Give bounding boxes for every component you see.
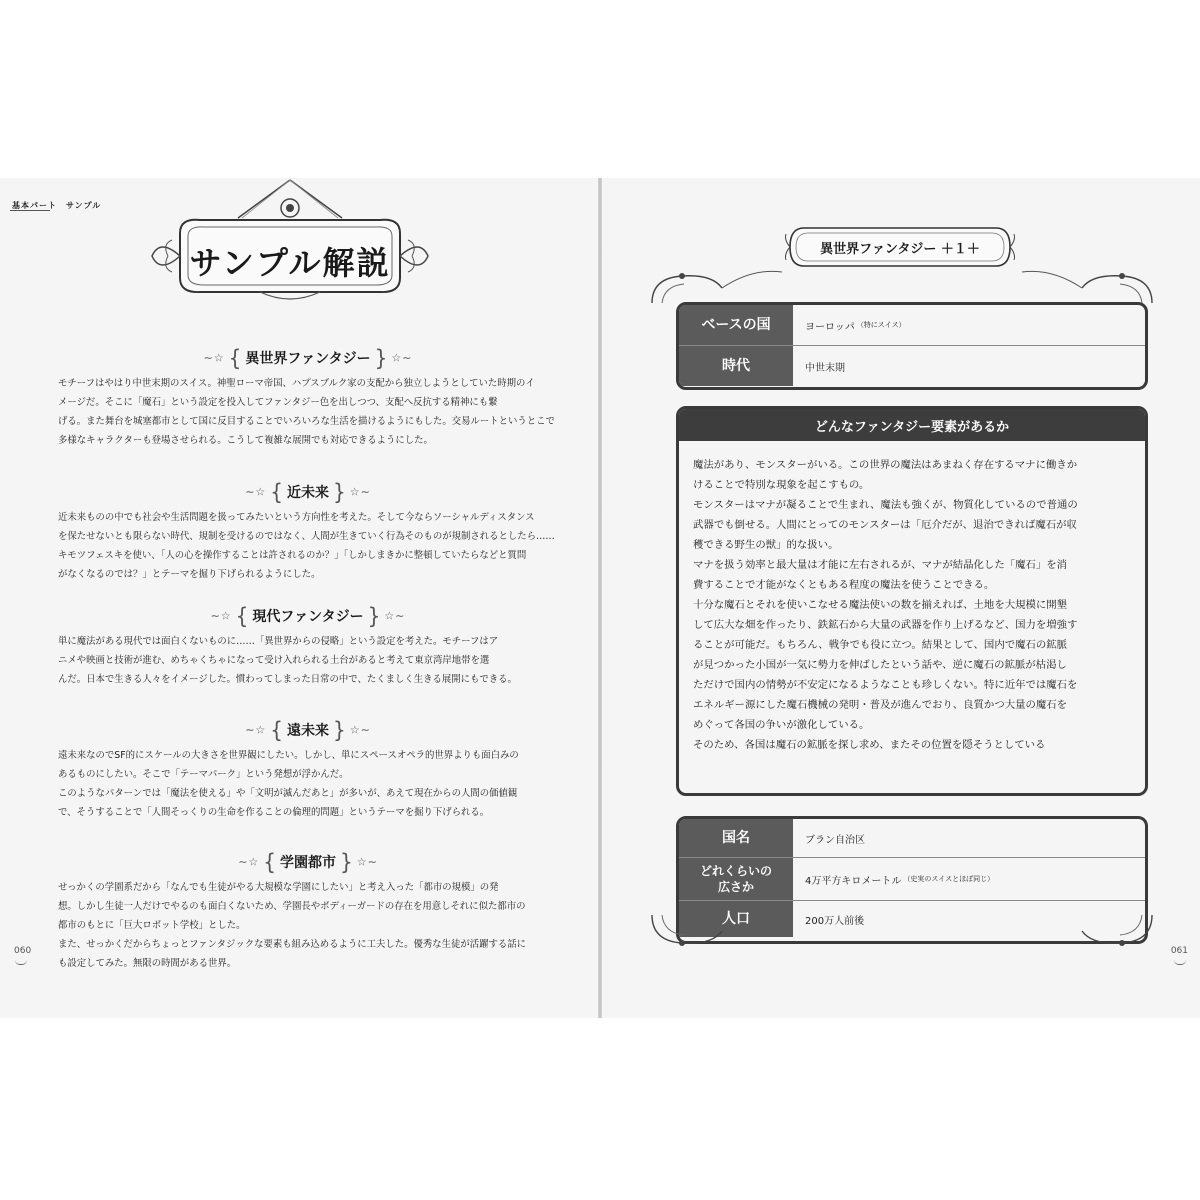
body-line: 単に魔法がある現代では面白くないものに……「異世界からの侵略」という設定を考えた。モチーフはア <box>58 636 499 647</box>
body-line: んだ。日本で生きる人々をイメージした。慣わってしまった日常の中で、たくましく生きる展開にもできる。 <box>58 674 517 685</box>
ornament-right: ☆∼ <box>391 351 413 365</box>
section-body <box>58 508 558 584</box>
body-line: また、せっかくだからちょっとファンタジックな要素も組み込めるように工夫した。優秀な生徒が活躍する話に <box>58 939 527 950</box>
section-heading <box>58 346 558 370</box>
body-line: このようなパターンでは「魔法を使える」や「文明が滅んだあと」が多いが、あえて現在からの人間の価値観 <box>58 788 518 799</box>
body-line: ニメや映画と技術が進む、めちゃくちゃになって受け入れられる土台があると考えて東京湾岸地帯を選 <box>58 655 490 666</box>
book-spread <box>0 178 1200 1018</box>
population-value: 200万人前後 <box>805 915 865 927</box>
body-line: ただけで国内の情勢が不安定になるようなことも珍しくない。特に近年では魔石を <box>693 679 1078 691</box>
section-body <box>58 878 558 973</box>
value-note: （史実のスイスとほぼ同じ） <box>903 875 995 883</box>
section-heading <box>58 718 558 742</box>
body-line: せっかくの学園系だから「なんでも生徒がやる大規模な学園にしたい」と考え入った「都市の規模」の発 <box>58 882 499 893</box>
page-number: 060 <box>14 946 32 956</box>
value-note: （特にスイス） <box>856 321 906 329</box>
base-country-label: ベースの国 <box>679 305 793 345</box>
body-line: して広大な畑を作ったり、鉄鉱石から大量の武器を作り上げるなど、国力を増強す <box>693 619 1078 631</box>
page-title: サンプル解説 <box>189 244 391 282</box>
era-label: 時代 <box>679 346 793 386</box>
ornament-right: ☆∼ <box>384 609 406 623</box>
body-line: 武器でも倒せる。人間にとってのモンスターは「厄介だが、退治できれば魔石が収 <box>693 519 1077 531</box>
bracket-right-icon: } <box>367 602 381 630</box>
chapter-rule <box>10 210 50 211</box>
table-row <box>679 819 1145 858</box>
ornament-right: ☆∼ <box>349 723 371 737</box>
section-near-future <box>58 480 558 584</box>
section-heading <box>58 480 558 504</box>
body-line: あるものにしたい。そこで「テーマパーク」という発想が浮かんだ。 <box>58 769 349 780</box>
section-heading <box>58 850 558 874</box>
body-line: けることで特別な現象を起こすもの。 <box>693 479 870 491</box>
body-line: 魔法があり、モンスターがいる。この世界の魔法はあまねく存在するマナに働きか <box>693 459 1078 471</box>
table-row <box>679 346 1145 386</box>
body-line: モチーフはやはり中世末期のスイス。神聖ローマ帝国、ハプスブルク家の支配から独立しようとしていた時期のイ <box>58 378 535 389</box>
body-line: 想。しかし生徒一人だけでやるのも面白くないため、学園長やボディーガードの存在を用意しそれに似た都市の <box>58 901 526 912</box>
body-line: ることが可能だ。もちろん、戦争でも役に立つ。結果として、国内で魔石の鉱脈 <box>693 639 1068 651</box>
section-isekai <box>58 346 558 450</box>
bracket-left-icon: { <box>235 602 249 630</box>
bracket-left-icon: { <box>270 478 283 506</box>
body-line: がなくなるのでは？」とテーマを掘り下げられるようにした。 <box>58 569 321 580</box>
ornament-left: ∼☆ <box>245 723 267 737</box>
body-line: 近未来ものの中でも社会や生活問題を扱ってみたいという方向性を考えた。そして今ならソーシャルディスタンス <box>58 512 535 523</box>
body-line: げる。また舞台を城塞都市として国に反目することでいろいろな生活を描けるようにもした。交易ルートというとこで <box>58 416 555 427</box>
nation-name-label: 国名 <box>679 819 793 857</box>
body-line: エネルギー源にした魔石機械の発明・普及が進んでおり、良質かつ大量の魔石を <box>693 699 1068 711</box>
bracket-right-icon: } <box>333 716 346 744</box>
page-number-ornament <box>1174 960 1186 965</box>
section-far-future <box>58 718 558 822</box>
section-body <box>58 374 558 450</box>
base-info-table <box>676 302 1148 390</box>
left-page <box>0 178 598 1018</box>
body-line: が見つかった小国が一気に勢力を伸ばしたという話や、逆に魔石の鉱脈が枯渇し <box>693 659 1067 671</box>
value-text: 4万平方キロメートル <box>805 875 902 887</box>
nation-name-value: ブラン自治区 <box>805 834 865 846</box>
section-title: 遠未来 <box>287 723 329 739</box>
bracket-left-icon: { <box>270 716 283 744</box>
era-value: 中世末期 <box>805 362 845 374</box>
fantasy-elements-box <box>676 406 1148 796</box>
body-line: 穫できる野生の獣」的な扱い。 <box>693 539 839 551</box>
body-line: を保たせないとも限らない時代、規制を受けるのではなく、人間が生きていく行為そのものが規制されるとしたら…… <box>58 531 555 542</box>
ornament-left: ∼☆ <box>238 855 260 869</box>
body-line: 多様なキャラクターも登場させられる。こうして複雑な展開でも対応できるようにした。 <box>58 435 433 446</box>
body-line: も設定してみた。無限の時間がある世界。 <box>58 958 237 969</box>
body-line: モンスターはマナが凝ることで生まれ、魔法も強くが、物質化しているので普通の <box>693 499 1078 511</box>
chapter-label: 基本パート サンプル <box>12 201 102 210</box>
section-title: 現代ファンタジー <box>252 609 364 625</box>
ornament-left: ∼☆ <box>203 351 225 365</box>
ornament-right: ☆∼ <box>349 485 371 499</box>
fantasy-elements-header: どんなファンタジー要素があるか <box>679 409 1145 441</box>
page-number-ornament <box>15 960 27 965</box>
body-line: 十分な魔石とそれを使いこなせる魔法使いの数を揃えれば、土地を大規模に開墾 <box>693 599 1068 611</box>
ornament-left: ∼☆ <box>245 485 267 499</box>
section-title: 異世界ファンタジー <box>245 351 371 367</box>
body-line: キモツフェスキを使い、「人の心を操作することは許されるのか？」「しかしまきかに整頓していたらなどと質問 <box>58 550 527 561</box>
bracket-right-icon: } <box>374 344 388 372</box>
body-line: 都市のもとに「巨大ロボット学校」とした。 <box>58 920 246 931</box>
bottom-frame-ornament <box>642 913 1162 968</box>
right-page-title: 異世界ファンタジー ＋１＋ <box>820 242 980 257</box>
body-line: マナを扱う効率と最大量は才能に左右されるが、マナが結晶化した「魔石」を消 <box>693 559 1068 571</box>
value-text: ヨーロッパ <box>805 321 855 333</box>
bracket-right-icon: } <box>333 478 346 506</box>
table-row <box>679 858 1145 901</box>
body-line: 遠未来なのでSF的にスケールの大きさを世界観にしたい。しかし、単にスペースオペラ的世界よりも面白みの <box>58 750 519 761</box>
ornament-right: ☆∼ <box>356 855 378 869</box>
section-body <box>58 632 558 689</box>
section-title: 学園都市 <box>280 855 336 871</box>
table-row <box>679 305 1145 346</box>
section-modern-fantasy <box>58 604 558 689</box>
area-label: どれくらいの 広さか <box>679 858 793 900</box>
section-body <box>58 746 558 822</box>
body-line: 費することで才能がなくともある程度の魔法を使うことできる。 <box>693 579 995 591</box>
section-title: 近未来 <box>287 485 329 501</box>
page-number: 061 <box>1170 946 1188 956</box>
ornament-left: ∼☆ <box>210 609 232 623</box>
bracket-left-icon: { <box>263 848 276 876</box>
body-line: そのため、各国は魔石の鉱脈を探し求め、またその位置を隠そうとしている <box>693 739 1046 751</box>
body-line: メージだ。そこに「魔石」という設定を投入してファンタジー色を出しつつ、支配へ反抗する精神にも繋 <box>58 397 498 408</box>
bracket-left-icon: { <box>228 344 242 372</box>
right-page <box>602 178 1200 1018</box>
section-academy-city <box>58 850 558 973</box>
base-country-value <box>793 305 1145 345</box>
body-line: で、そうすることで「人間そっくりの生命を作ることの倫理的問題」というテーマを掘り下げられる。 <box>58 807 490 818</box>
body-line: めぐって各国の争いが激化している。 <box>693 719 870 731</box>
bracket-right-icon: } <box>340 848 353 876</box>
population-label: 人口 <box>679 901 793 937</box>
area-value <box>793 858 1145 900</box>
fantasy-elements-body <box>679 441 1145 755</box>
section-heading <box>58 604 558 628</box>
